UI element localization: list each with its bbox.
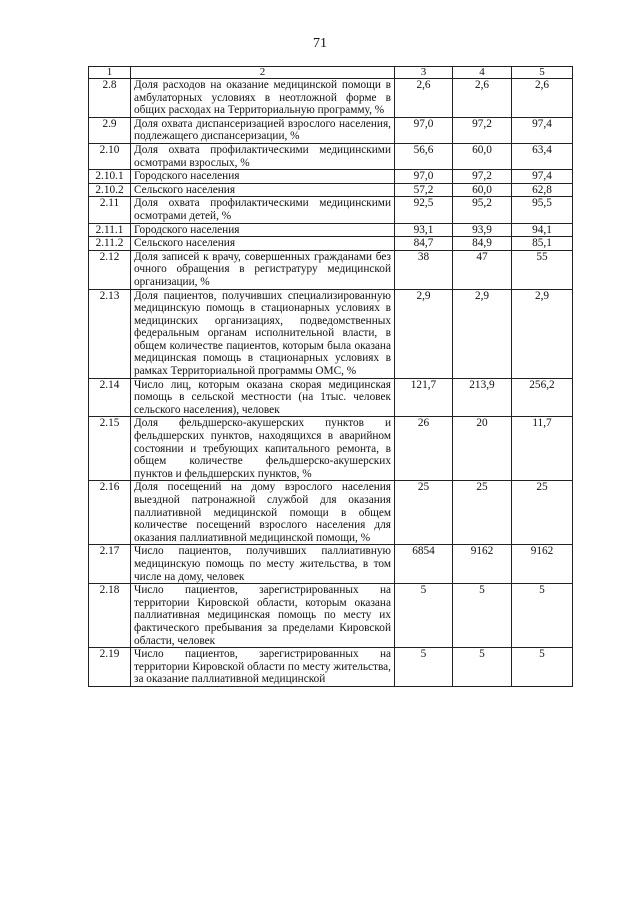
row-description: Городского населения [131, 170, 395, 184]
value-col-4: 60,0 [453, 183, 512, 197]
value-col-4: 84,9 [453, 237, 512, 251]
row-number: 2.13 [89, 289, 131, 378]
header-cell: 3 [395, 67, 453, 79]
value-col-5: 63,4 [512, 143, 573, 169]
row-description: Число пациентов, зарегистрированных на территории Кировской области, которым оказана паллиативная медицинская помощь по месту их фактического пребывания за пределами Кировской области, человек [131, 584, 395, 648]
row-description: Доля охвата профилактическими медицинскими осмотрами детей, % [131, 197, 395, 223]
value-col-3: 97,0 [395, 170, 453, 184]
value-col-4: 47 [453, 250, 512, 289]
row-description: Доля посещений на дому взрослого населения выездной патронажной службой для оказания паллиативной медицинской помощи в общем количестве посещений взрослого населения для оказания паллиативной медицинской помощи, % [131, 481, 395, 545]
table-row [89, 545, 573, 584]
row-description: Число пациентов, получивших паллиативную медицинскую помощь по месту жительства, в том числе на дому, человек [131, 545, 395, 584]
row-description: Сельского населения [131, 237, 395, 251]
value-col-3: 97,0 [395, 117, 453, 143]
indicators-table [88, 66, 573, 687]
table-row [89, 417, 573, 481]
table-row [89, 378, 573, 417]
row-number: 2.15 [89, 417, 131, 481]
table-row [89, 250, 573, 289]
value-col-3: 92,5 [395, 197, 453, 223]
value-col-3: 25 [395, 481, 453, 545]
header-cell: 1 [89, 67, 131, 79]
value-col-4: 97,2 [453, 117, 512, 143]
header-cell: 2 [131, 67, 395, 79]
row-description: Доля расходов на оказание медицинской помощи в амбулаторных условиях в неотложной форме в общих расходах на Территориальную программу, % [131, 79, 395, 118]
value-col-3: 57,2 [395, 183, 453, 197]
row-number: 2.8 [89, 79, 131, 118]
value-col-5: 256,2 [512, 378, 573, 417]
row-description: Доля фельдшерско-акушерских пунктов и фельдшерских пунктов, находящихся в аварийном состоянии и требующих капитального ремонта, в общем количестве фельдшерско-акушерских пунктов и фельдшерских пунктов, % [131, 417, 395, 481]
table-row [89, 183, 573, 197]
row-number: 2.16 [89, 481, 131, 545]
row-number: 2.11 [89, 197, 131, 223]
table-row [89, 237, 573, 251]
value-col-5: 2,6 [512, 79, 573, 118]
table-row [89, 648, 573, 687]
row-description: Сельского населения [131, 183, 395, 197]
value-col-5: 25 [512, 481, 573, 545]
table-row [89, 117, 573, 143]
row-number: 2.9 [89, 117, 131, 143]
table-row [89, 289, 573, 378]
row-description: Доля охвата профилактическими медицинскими осмотрами взрослых, % [131, 143, 395, 169]
row-number: 2.17 [89, 545, 131, 584]
value-col-3: 2,9 [395, 289, 453, 378]
table-row [89, 481, 573, 545]
value-col-5: 97,4 [512, 170, 573, 184]
row-number: 2.10 [89, 143, 131, 169]
value-col-5: 55 [512, 250, 573, 289]
row-number: 2.18 [89, 584, 131, 648]
value-col-4: 60,0 [453, 143, 512, 169]
row-number: 2.19 [89, 648, 131, 687]
table-header-row [89, 67, 573, 79]
value-col-5: 97,4 [512, 117, 573, 143]
value-col-5: 94,1 [512, 223, 573, 237]
value-col-4: 20 [453, 417, 512, 481]
row-description: Число пациентов, зарегистрированных на территории Кировской области по месту жительства, за оказание паллиативной медицинской [131, 648, 395, 687]
value-col-4: 9162 [453, 545, 512, 584]
table-row [89, 170, 573, 184]
page-number: 71 [313, 36, 327, 51]
value-col-3: 6854 [395, 545, 453, 584]
row-number: 2.11.2 [89, 237, 131, 251]
value-col-4: 2,9 [453, 289, 512, 378]
header-cell: 4 [453, 67, 512, 79]
value-col-5: 62,8 [512, 183, 573, 197]
row-number: 2.12 [89, 250, 131, 289]
value-col-3: 56,6 [395, 143, 453, 169]
value-col-4: 97,2 [453, 170, 512, 184]
table-row [89, 584, 573, 648]
row-description: Городского населения [131, 223, 395, 237]
value-col-4: 95,2 [453, 197, 512, 223]
row-description: Доля пациентов, получивших специализированную медицинскую помощь в стационарных условиях в медицинских организациях, подведомственных федеральным органам исполнительной власти, в общем количестве пациентов, которым была оказана медицинская помощь в стационарных условиях в рамках Территориальной программы ОМС, % [131, 289, 395, 378]
value-col-4: 5 [453, 584, 512, 648]
value-col-3: 121,7 [395, 378, 453, 417]
row-number: 2.11.1 [89, 223, 131, 237]
table-row [89, 197, 573, 223]
value-col-4: 213,9 [453, 378, 512, 417]
value-col-3: 84,7 [395, 237, 453, 251]
value-col-4: 2,6 [453, 79, 512, 118]
value-col-3: 2,6 [395, 79, 453, 118]
header-cell: 5 [512, 67, 573, 79]
value-col-5: 5 [512, 648, 573, 687]
row-number: 2.10.2 [89, 183, 131, 197]
row-description: Доля записей к врачу, совершенных гражданами без очного обращения в регистратуру медицинской организации, % [131, 250, 395, 289]
value-col-5: 11,7 [512, 417, 573, 481]
row-description: Доля охвата диспансеризацией взрослого населения, подлежащего диспансеризации, % [131, 117, 395, 143]
row-description: Число лиц, которым оказана скорая медицинская помощь в сельской местности (на 1тыс. человек сельского населения), человек [131, 378, 395, 417]
value-col-4: 5 [453, 648, 512, 687]
value-col-3: 93,1 [395, 223, 453, 237]
value-col-3: 38 [395, 250, 453, 289]
value-col-3: 26 [395, 417, 453, 481]
value-col-5: 85,1 [512, 237, 573, 251]
value-col-4: 25 [453, 481, 512, 545]
row-number: 2.14 [89, 378, 131, 417]
value-col-3: 5 [395, 648, 453, 687]
value-col-5: 5 [512, 584, 573, 648]
value-col-4: 93,9 [453, 223, 512, 237]
value-col-5: 9162 [512, 545, 573, 584]
row-number: 2.10.1 [89, 170, 131, 184]
value-col-3: 5 [395, 584, 453, 648]
value-col-5: 95,5 [512, 197, 573, 223]
table-row [89, 143, 573, 169]
value-col-5: 2,9 [512, 289, 573, 378]
table-row [89, 79, 573, 118]
table-row [89, 223, 573, 237]
